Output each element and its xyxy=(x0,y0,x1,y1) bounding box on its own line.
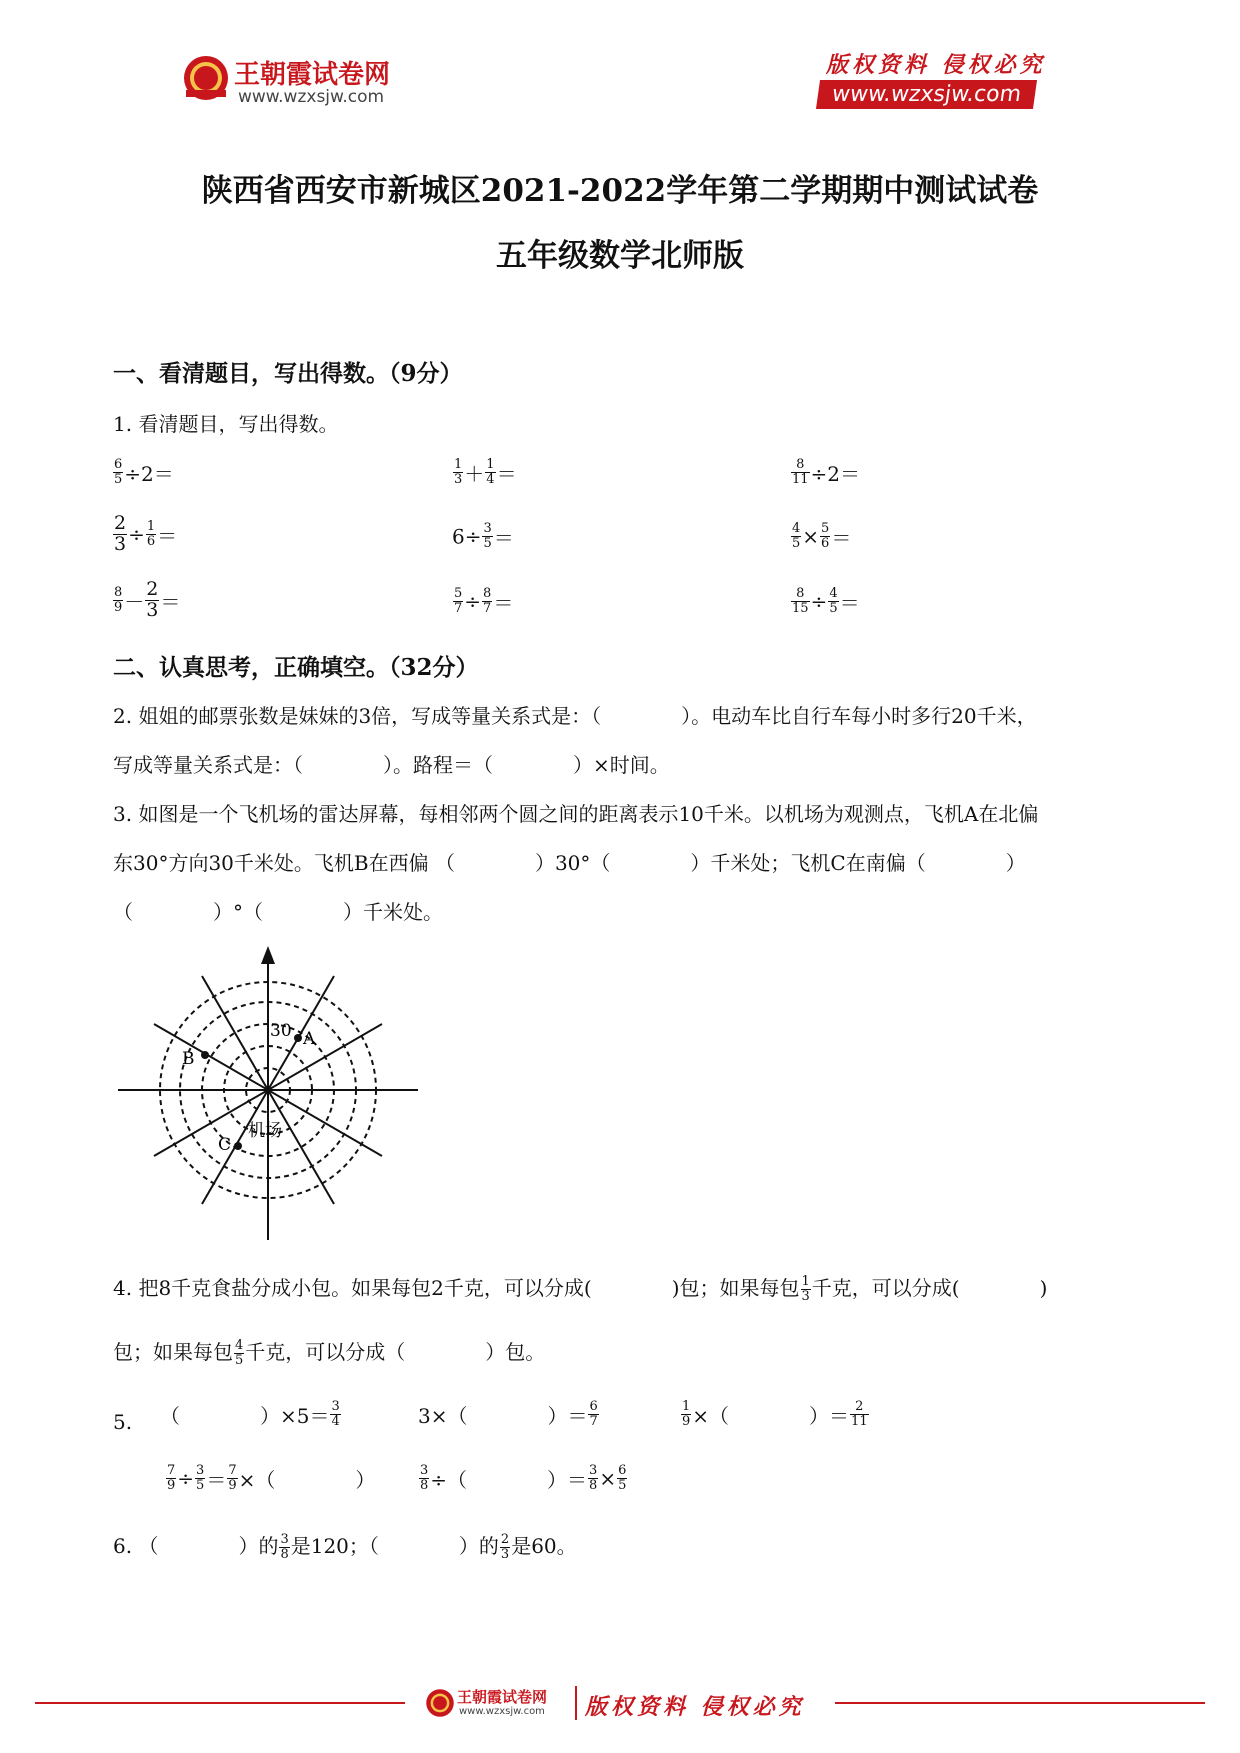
plane-a-dot xyxy=(294,1034,302,1042)
plane-c-dot xyxy=(234,1142,242,1150)
footer-logo-url: www.wzxsjw.com xyxy=(459,1706,545,1717)
section1-heading: 一、看清题目，写出得数。（9分） xyxy=(113,360,463,387)
logo-seal-icon xyxy=(182,54,230,102)
calc-j: $\frac{8}{15}$ ÷ $\frac{4}{5}$ ＝ xyxy=(792,586,860,616)
q5-label: 5. xyxy=(113,1410,133,1434)
q4-line2: 包；如果每包 $\frac{4}{5}$ 千克，可以分成（ ）包。 xyxy=(113,1338,546,1368)
label-b: B xyxy=(182,1049,195,1069)
page-title: 陕西省西安市新城区2021-2022学年第二学期期中测试试卷 xyxy=(201,173,1039,209)
label-airport: 机场 xyxy=(248,1121,282,1141)
q5-e: $\frac{3}{8}$ ÷（ ）＝ $\frac{3}{8}$ × $\frac{6}{5}$ xyxy=(420,1463,627,1493)
q6: 6. （ ）的 $\frac{3}{8}$ 是120；（ ）的 $\frac{2}{3}$ 是60。 xyxy=(113,1532,577,1562)
q5-c: $\frac{1}{9}$ ×（ ）＝ $\frac{2}{11}$ xyxy=(682,1399,868,1429)
q2-line1: 2. 姐姐的邮票张数是妹妹的3倍，写成等量关系式是：（ ）。电动车比自行车每小时多行20千米， xyxy=(113,704,1037,728)
page-subtitle: 五年级数学北师版 xyxy=(496,238,744,274)
q2-line2: 写成等量关系式是：（ ）。路程＝（ ）×时间。 xyxy=(113,753,670,777)
footer-copyright: 版权资料 侵权必究 xyxy=(585,1694,805,1720)
footer-logo-name: 王朝霞试卷网 xyxy=(457,1688,548,1706)
footer-seal-icon xyxy=(425,1688,455,1718)
calc-d: $\frac{2}{3}$ ÷ $\frac{1}{6}$ ＝ xyxy=(114,512,178,555)
label-a: A xyxy=(303,1029,316,1049)
q5-b: 3×（ ）＝ $\frac{6}{7}$ xyxy=(418,1399,598,1429)
q3-line2: 东30°方向30千米处。飞机B在西偏 （ ）30°（ ）千米处；飞机C在南偏（ ） xyxy=(113,851,1026,875)
footer-line-left xyxy=(35,1702,405,1704)
label-c: C xyxy=(218,1135,232,1155)
north-arrow-icon xyxy=(261,946,275,964)
calc-h: $\frac{8}{9}$ － $\frac{2}{3}$ ＝ xyxy=(114,578,181,621)
label-30: 30 xyxy=(270,1021,292,1041)
q3-line1: 3. 如图是一个飞机场的雷达屏幕，每相邻两个圆之间的距离表示10千米。以机场为观测点，飞机A在北偏 xyxy=(113,802,1039,826)
header-copyright: 版权资料 侵权必究 xyxy=(826,52,1046,78)
calc-g: $\frac{4}{5}$ × $\frac{5}{6}$ ＝ xyxy=(792,521,852,551)
footer-divider xyxy=(575,1686,577,1720)
calc-a: $\frac{6}{5}$ ÷2＝ xyxy=(114,457,174,487)
logo-name: 王朝霞试卷网 xyxy=(234,60,391,90)
q1-label: 1. 看清题目，写出得数。 xyxy=(113,412,339,436)
q4-line1: 4. 把8千克食盐分成小包。如果每包2千克，可以分成( )包；如果每包 $\frac{1}{3}$ 千克，可以分成( ) xyxy=(113,1274,1048,1304)
logo-url: www.wzxsjw.com xyxy=(238,87,385,107)
footer-line-right xyxy=(835,1702,1205,1704)
q5-a: （ ）×5＝ $\frac{3}{4}$ xyxy=(160,1399,340,1429)
header-site-url: www.wzxsjw.com xyxy=(816,80,1037,109)
calc-b: $\frac{1}{3}$ ＋ $\frac{1}{4}$ ＝ xyxy=(454,457,517,487)
q5-d: $\frac{7}{9}$ ÷ $\frac{3}{5}$ ＝ $\frac{7}{9}$ ×（ ） xyxy=(167,1463,376,1493)
plane-b-dot xyxy=(201,1051,209,1059)
q3-line3: （ ）°（ ）千米处。 xyxy=(113,900,443,924)
calc-c: $\frac{8}{11}$ ÷2＝ xyxy=(792,457,861,487)
section2-heading: 二、认真思考，正确填空。（32分） xyxy=(113,654,479,681)
calc-i: $\frac{5}{7}$ ÷ $\frac{8}{7}$ ＝ xyxy=(454,586,514,616)
footer-logo xyxy=(425,1684,575,1724)
calc-e: 6÷ $\frac{3}{5}$ ＝ xyxy=(452,521,514,551)
radar-diagram xyxy=(110,940,430,1250)
